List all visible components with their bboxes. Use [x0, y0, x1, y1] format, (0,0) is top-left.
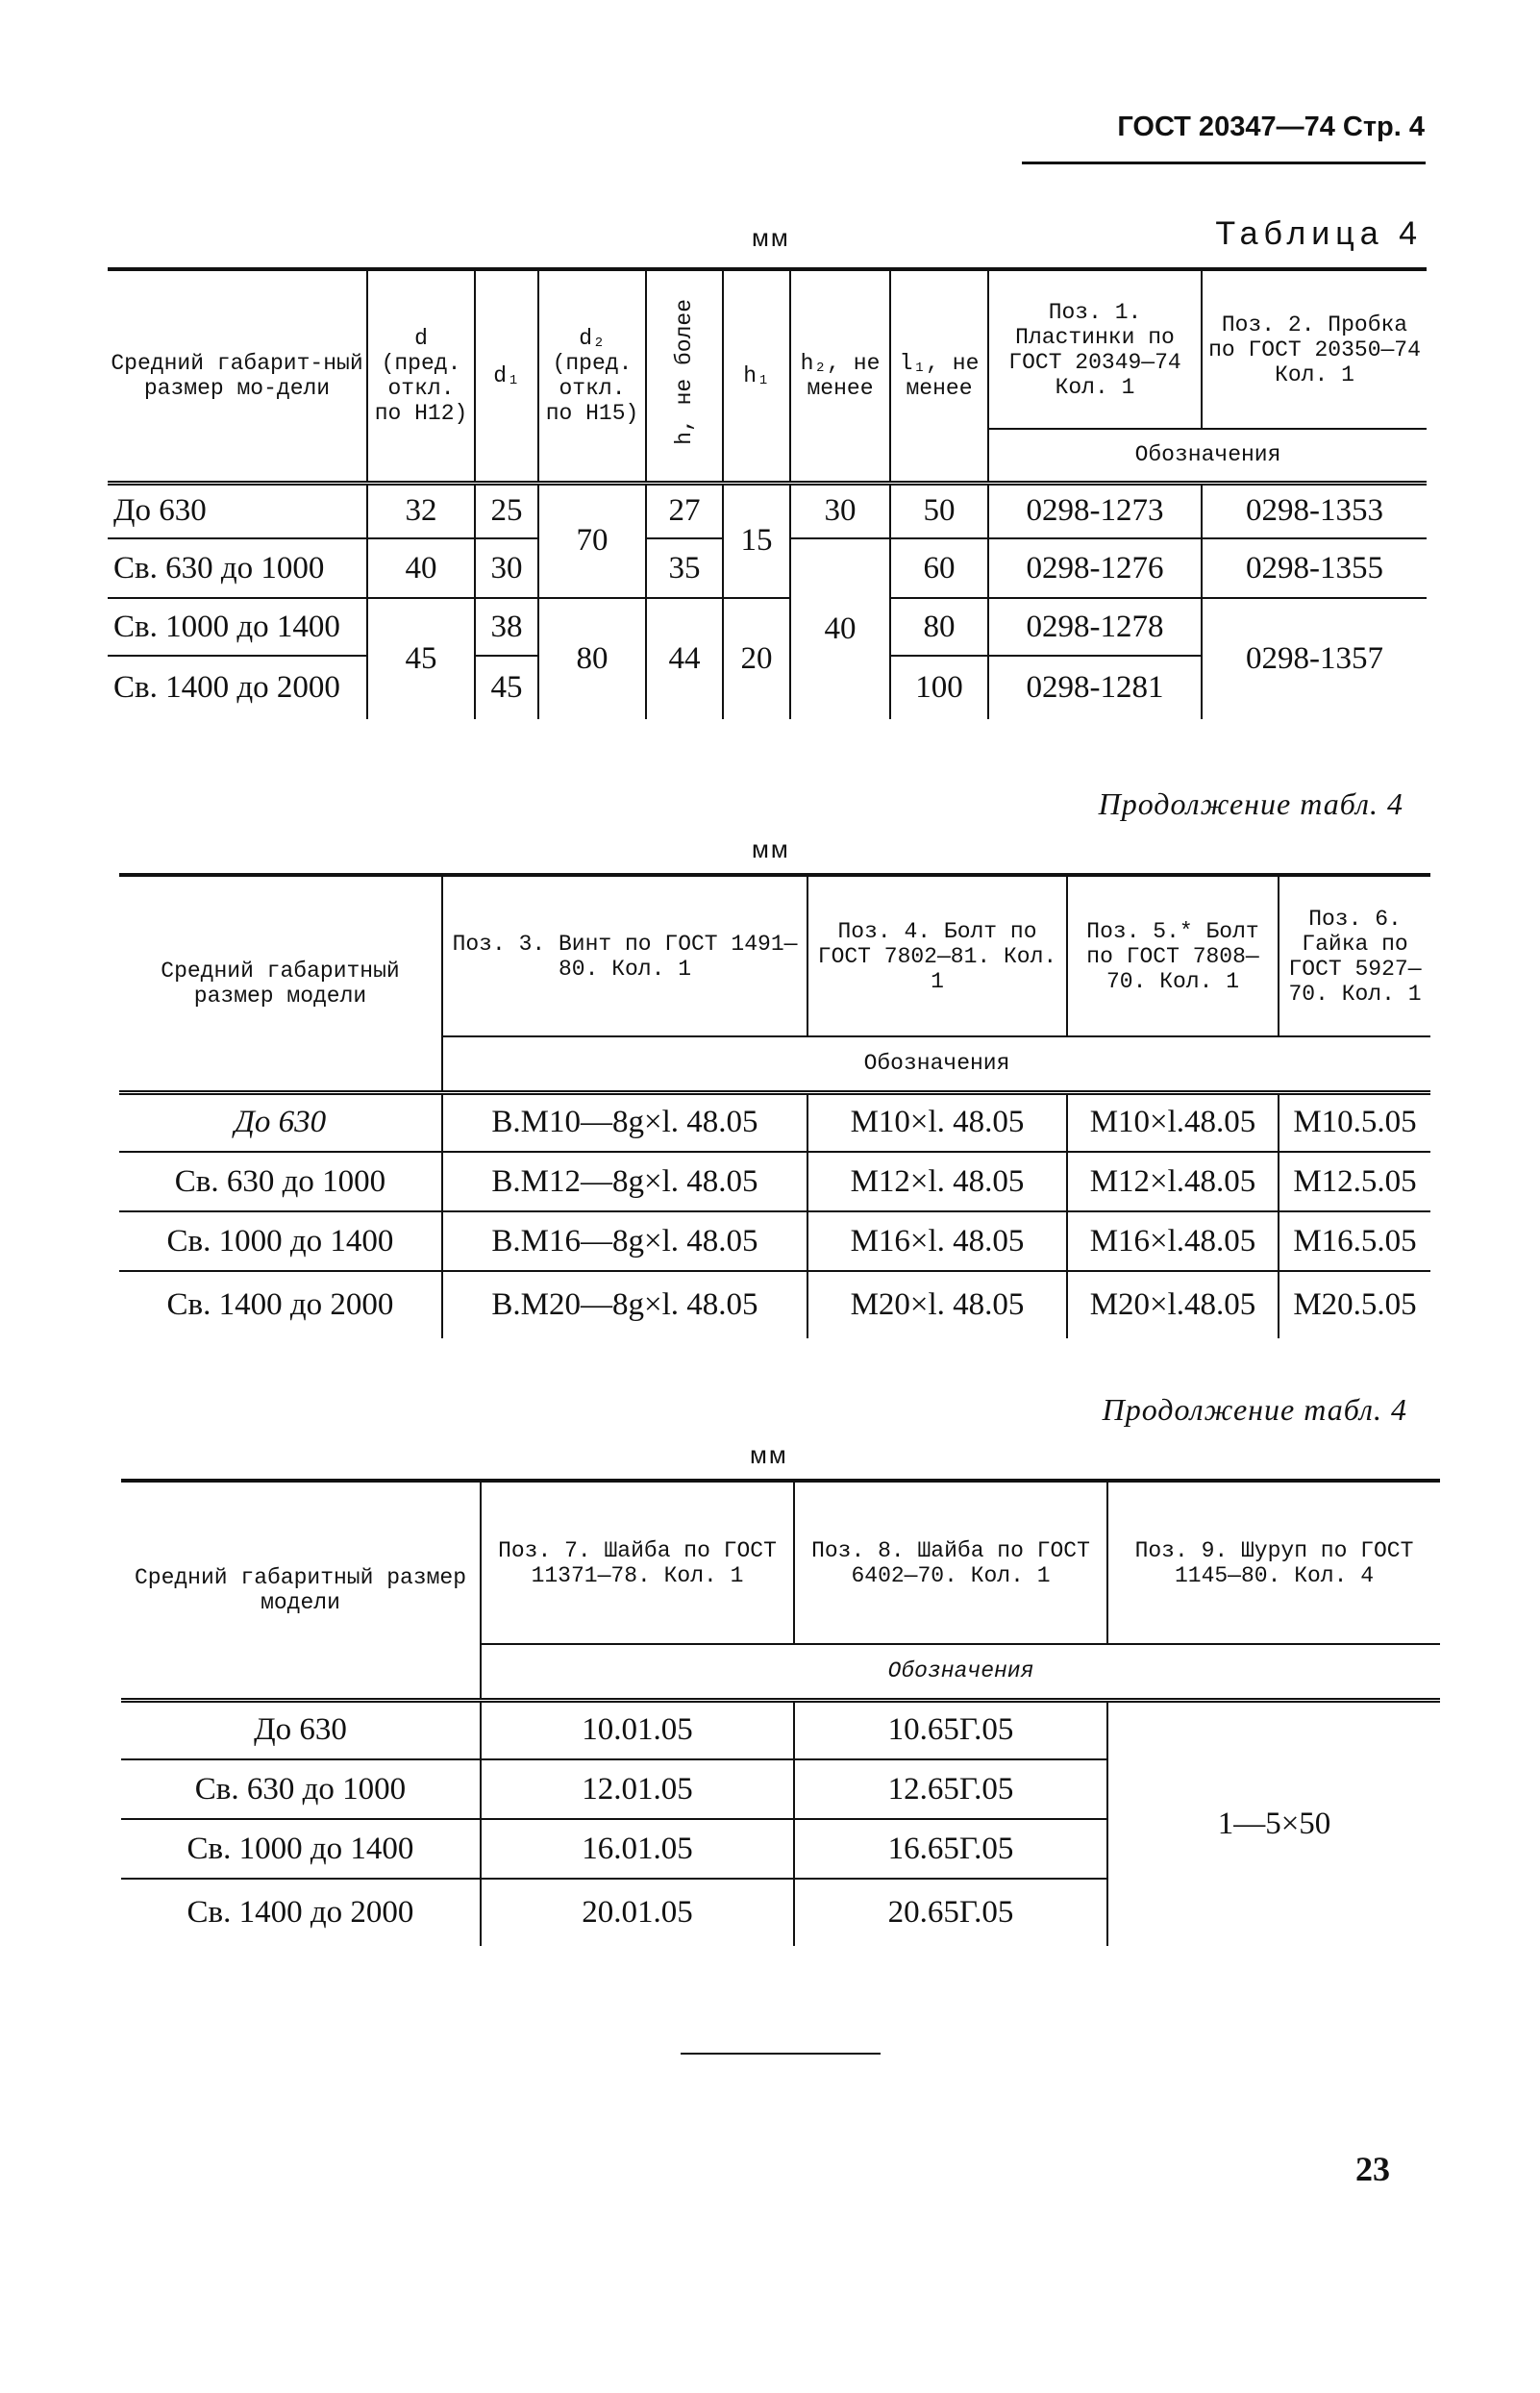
designations-header-3: Обозначения	[481, 1644, 1440, 1700]
page-number: 23	[1355, 2150, 1390, 2188]
col-model-header: Средний габарит-ный размер мо-дели	[108, 269, 367, 483]
col-d1-header: d₁	[475, 269, 538, 483]
cell-l1: 60	[890, 538, 988, 598]
page-header: ГОСТ 20347—74 Стр. 4	[1117, 112, 1425, 142]
cell-pos2: 0298-1355	[1202, 538, 1427, 598]
col-pos1-header: Поз. 1. Пластинки по ГОСТ 20349—74 Кол. 1	[988, 269, 1202, 429]
table-row-model: Св. 1400 до 2000	[113, 670, 340, 705]
col-pos4-header: Поз. 4. Болт по ГОСТ 7802—81. Кол. 1	[807, 875, 1067, 1036]
cell-pos4: М16×l. 48.05	[807, 1211, 1067, 1271]
table-row-model: Св. 630 до 1000	[108, 538, 367, 598]
unit-label-3: мм	[750, 1440, 788, 1469]
col-pos9-header: Поз. 9. Шуруп по ГОСТ 1145—80. Кол. 4	[1107, 1481, 1440, 1644]
cell-pos1: 0298-1278	[988, 598, 1202, 656]
cell-d1: 45	[475, 656, 538, 719]
footer-rule	[681, 2053, 881, 2055]
cell-h1: 15	[723, 483, 790, 598]
cell-pos3: В.М20—8g×l. 48.05	[442, 1271, 807, 1338]
cell-pos4: М12×l. 48.05	[807, 1152, 1067, 1211]
table-row-model: Св. 630 до 1000	[121, 1759, 481, 1819]
table-row-model: Св. 630 до 1000	[119, 1152, 442, 1211]
cell-d: 45	[367, 598, 475, 719]
col-pos7-header: Поз. 7. Шайба по ГОСТ 11371—78. Кол. 1	[481, 1481, 794, 1644]
cell-h2: 30	[790, 483, 890, 538]
continuation-label-2: Продолжение табл. 4	[1098, 786, 1403, 821]
col-h2-header: h₂, не менее	[790, 269, 890, 483]
cell-d1: 30	[475, 538, 538, 598]
cell-pos7: 10.01.05	[481, 1700, 794, 1759]
table-row-model: До 630	[108, 483, 367, 538]
cell-pos6: М16.5.05	[1279, 1211, 1430, 1271]
table-row-model: Св. 1000 до 1400	[121, 1819, 481, 1879]
cell-d2: 70	[538, 483, 646, 598]
col-pos6-header: Поз. 6. Гайка по ГОСТ 5927—70. Кол. 1	[1279, 875, 1430, 1036]
cell-pos8: 20.65Г.05	[794, 1879, 1107, 1946]
col-d2-header: d₂ (пред. откл. по H15)	[538, 269, 646, 483]
cell-pos5: М16×l.48.05	[1067, 1211, 1279, 1271]
table-3	[121, 1479, 1440, 1946]
col-pos8-header: Поз. 8. Шайба по ГОСТ 6402—70. Кол. 1	[794, 1481, 1107, 1644]
designations-header-2: Обозначения	[442, 1036, 1430, 1092]
cell-pos5: М10×l.48.05	[1067, 1092, 1279, 1152]
table-row-model: До 630	[121, 1700, 481, 1759]
cell-pos4: М20×l. 48.05	[807, 1271, 1067, 1338]
cell-pos2: 0298-1357	[1202, 598, 1427, 719]
table-2	[119, 873, 1430, 1338]
cell-h: 27	[646, 483, 723, 538]
continuation-label-3: Продолжение табл. 4	[1102, 1392, 1407, 1427]
cell-pos5: М20×l.48.05	[1067, 1271, 1279, 1338]
cell-pos6: М12.5.05	[1279, 1152, 1430, 1211]
cell-pos1: 0298-1281	[988, 656, 1202, 719]
cell-pos7: 12.01.05	[481, 1759, 794, 1819]
cell-pos6: М10.5.05	[1279, 1092, 1430, 1152]
cell-d: 40	[367, 538, 475, 598]
col-pos3-header: Поз. 3. Винт по ГОСТ 1491—80. Кол. 1	[442, 875, 807, 1036]
col-h1-header: h₁	[723, 269, 790, 483]
cell-pos3: В.М10—8g×l. 48.05	[442, 1092, 807, 1152]
col-d-header: d (пред. откл. по H12)	[367, 269, 475, 483]
cell-pos8: 16.65Г.05	[794, 1819, 1107, 1879]
cell-pos2: 0298-1353	[1202, 483, 1427, 538]
cell-pos8: 12.65Г.05	[794, 1759, 1107, 1819]
cell-pos5: М12×l.48.05	[1067, 1152, 1279, 1211]
unit-label-1: мм	[752, 223, 790, 252]
cell-l1: 50	[890, 483, 988, 538]
cell-pos7: 16.01.05	[481, 1819, 794, 1879]
col-h-label: h, не более	[672, 299, 697, 446]
cell-pos1: 0298-1276	[988, 538, 1202, 598]
cell-pos6: М20.5.05	[1279, 1271, 1430, 1338]
cell-h: 44	[646, 598, 723, 719]
table-row-model: Св. 1000 до 1400	[108, 598, 367, 656]
col-pos5-header: Поз. 5.* Болт по ГОСТ 7808—70. Кол. 1	[1067, 875, 1279, 1036]
table-row-model: До 630	[119, 1092, 442, 1152]
cell-pos1: 0298-1273	[988, 483, 1202, 538]
col-l1-header: l₁, не менее	[890, 269, 988, 483]
table-1	[108, 267, 1427, 719]
cell-d1: 25	[475, 483, 538, 538]
cell-pos9: 1—5×50	[1107, 1700, 1440, 1946]
designations-header-1: Обозначения	[988, 429, 1427, 483]
table-row-model: Св. 1000 до 1400	[119, 1211, 442, 1271]
col-model-header: Средний габаритный размер модели	[121, 1481, 481, 1700]
cell-pos7: 20.01.05	[481, 1879, 794, 1946]
table-row-model: Св. 1400 до 2000	[186, 1895, 414, 1930]
cell-l1: 100	[890, 656, 988, 719]
table-row-model: Св. 1400 до 2000	[166, 1287, 394, 1322]
cell-pos3: В.М12—8g×l. 48.05	[442, 1152, 807, 1211]
cell-d2: 80	[538, 598, 646, 719]
cell-pos3: В.М16—8g×l. 48.05	[442, 1211, 807, 1271]
cell-h2: 40	[790, 538, 890, 719]
col-model-header: Средний габаритный размер модели	[119, 875, 442, 1092]
table-title: Таблица 4	[1215, 215, 1423, 252]
cell-h: 35	[646, 538, 723, 598]
col-h-header	[646, 269, 723, 483]
header-rule	[1022, 162, 1426, 164]
unit-label-2: мм	[752, 835, 790, 863]
cell-h1: 20	[723, 598, 790, 719]
cell-l1: 80	[890, 598, 988, 656]
col-pos2-header: Поз. 2. Пробка по ГОСТ 20350—74 Кол. 1	[1202, 269, 1427, 429]
cell-d: 32	[367, 483, 475, 538]
cell-pos8: 10.65Г.05	[794, 1700, 1107, 1759]
cell-d1: 38	[475, 598, 538, 656]
cell-pos4: М10×l. 48.05	[807, 1092, 1067, 1152]
